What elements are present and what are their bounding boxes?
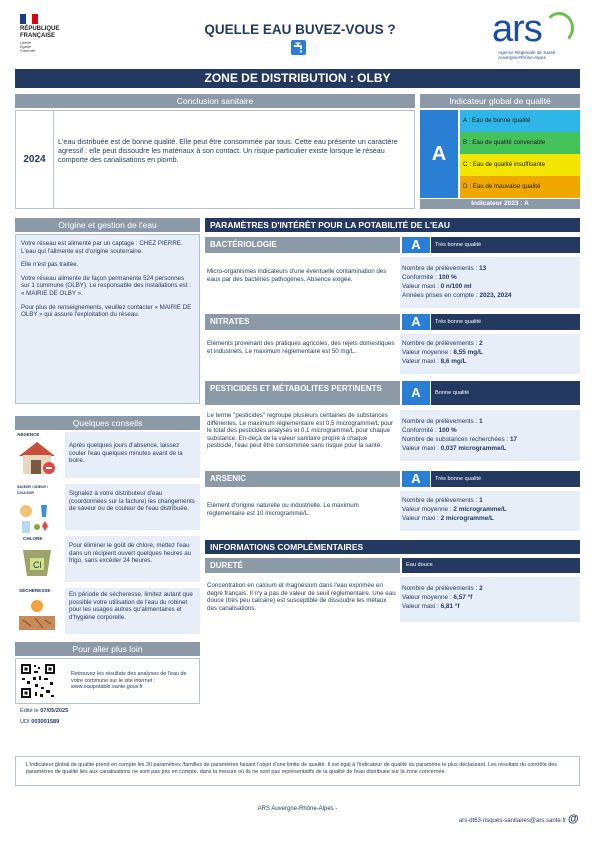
- stat-row: Valeur maxi : 0 n/100 ml: [402, 283, 472, 290]
- taste-icon: [15, 484, 62, 530]
- devise-liberte: Liberté: [20, 41, 31, 45]
- at-icon: @: [568, 813, 579, 825]
- origine-p2: Elle n'est pas traitée.: [21, 261, 79, 269]
- param-grade: A: [402, 314, 430, 330]
- conseil-absence: [15, 432, 200, 478]
- stat-row: Conformité : 100 %: [402, 274, 457, 281]
- origine-p1: Votre réseau est alimenté par un captage : CHEZ PIERRE. L'eau qui l'alimente est d'origine souterraine.: [21, 240, 183, 255]
- param-quality: Très bonne qualité: [431, 314, 580, 330]
- param-quality: Très bonne qualité: [431, 471, 580, 487]
- legend-d: D : Eau de mauvaise qualité: [460, 176, 580, 198]
- param-description: Elément d'origine naturelle ou industrielle. Le maximum réglementaire est 10 microgramme/L.: [207, 502, 359, 517]
- param-quality: Très bonne qualité: [431, 237, 580, 253]
- devise-egalite: Égalité: [20, 45, 31, 50]
- footer-org: ARS Auvergne-Rhône-Alpes -: [257, 806, 338, 812]
- param-description: Le terme "pesticides" regroupe plusieurs centaines de substances différentes. Le maximum réglementaire est 0,5 microgramme/L pour le total des pesticides analysés et 0,1 microgramme/L pour chaque substance. En-deçà de la valeur sanitaire propre à chaque pesticide, l'eau peut être consommée sans risque pour la santé.: [207, 412, 394, 450]
- plus-loin-box: [15, 658, 200, 704]
- conclusion-text: L'eau distribuée est de bonne qualité. Elle peut être consommée par tous. Cette eau présente un caractère agressif : elle peut dissoudre les matériaux à son contact. Un risque particulier existe lorsque le réseau comporte des canalisations en plomb.: [58, 137, 398, 164]
- plus-loin-text: Retrouvez les résultats des analyses de l'eau de votre commune sur le site internet : www.eaupotable.sante.gouv.fr: [71, 671, 187, 691]
- edition-date: 07/05/2025: [40, 708, 69, 714]
- footnote-box: [15, 756, 580, 786]
- indicateur-grade: A: [420, 110, 458, 198]
- conseil-absence-tag: ABSENCE: [17, 432, 40, 437]
- conseil-chlore-tag: CHLORE: [23, 536, 43, 541]
- legend-a: A : Eau de bonne qualité: [460, 110, 580, 132]
- legend-b: B : Eau de qualité convenable: [460, 132, 580, 154]
- param-stats: [400, 491, 580, 531]
- param-bacteriologie: [205, 237, 580, 308]
- udi-label: UDI: [20, 719, 30, 725]
- param-name: PESTICIDES ET MÉTABOLITES PERTINENTS: [205, 381, 400, 405]
- conseil-chlore: [15, 536, 200, 582]
- stat-row: Valeur maxi : 8,6 mg/L: [402, 358, 467, 365]
- conseils-heading: Quelques conseils: [15, 416, 200, 430]
- stat-row: Valeur moyenne : 2 microgramme/L: [402, 506, 507, 513]
- indicateur-legend: [460, 110, 580, 198]
- chlore-icon: [15, 536, 62, 582]
- param-name: NITRATES: [205, 314, 400, 330]
- water-tap-icon: [291, 40, 306, 55]
- page-title: QUELLE EAU BUVEZ-VOUS ?: [204, 22, 396, 37]
- edition-line: [20, 708, 68, 714]
- stat-row: Valeur maxi : 0,037 microgramme/L: [402, 445, 507, 452]
- conclusion-heading: Conclusion sanitaire: [15, 94, 415, 108]
- stat-row: Nombre de prélèvements : 1: [402, 497, 483, 504]
- conseil-secheresse: [15, 588, 200, 634]
- durete-description: Concentration en calcium et magnésium dans l'eau exprimée en degré français. Il n'y a pas de valeur de seuil réglementaire. Une eau douce (très peu calcaire) est susceptible de dissoudre les métaux des canalisations.: [207, 582, 396, 612]
- param-stats: [400, 410, 580, 461]
- edition-label: Édité le: [20, 708, 39, 714]
- stat-row: Années prises en compte : 2023, 2024: [402, 292, 512, 299]
- qr-code-icon[interactable]: [20, 663, 56, 699]
- origine-p3: Votre réseau alimente de façon permanente 524 personnes sur 1 commune (OLBY). Le responsable des installations est : « MAIRIE DE OLBY ».: [21, 274, 191, 297]
- stat-row: Valeur maxi : 2 microgramme/L: [402, 515, 494, 522]
- legend-c: C : Eau de qualité insuffisante: [460, 154, 580, 176]
- ars-subtitle-1: Agence Régionale de Santé: [498, 50, 556, 55]
- param-pesticides: [205, 381, 580, 461]
- param-quality: Bonne qualité: [431, 381, 580, 405]
- ars-subtitle-2: Auvergne-Rhône-Alpes: [498, 55, 546, 60]
- param-grade: A: [402, 381, 430, 405]
- parametres-heading: PARAMÈTRES D'INTÉRÊT POUR LA POTABILITÉ DE L'EAU: [205, 218, 580, 232]
- durete-stats: [400, 577, 580, 622]
- zone-title: ZONE DE DISTRIBUTION : OLBY: [15, 69, 580, 88]
- param-durete: [205, 558, 580, 622]
- marianne-flag: [20, 14, 38, 24]
- conseil-saveur: [15, 484, 200, 530]
- param-description: Eléments provenant des pratiques agricoles, des rejets domestiques et industriels. Le maximum réglementaire est 50 mg/L.: [207, 340, 395, 355]
- ars-swoosh: [544, 12, 574, 44]
- param-stats: [400, 334, 580, 374]
- stat-row: Nombre de prélèvements : 2: [402, 340, 483, 347]
- indicateur-footer: Indicateur 2023 : A: [420, 199, 580, 209]
- param-description: Micro-organismes indicateurs d'une éventuelle contamination des eaux par des bactéries pathogènes. Absence exigée.: [207, 268, 387, 283]
- stat-row: Conformité : 100 %: [402, 427, 457, 434]
- svg-text:Cl: Cl: [33, 560, 42, 571]
- stat-row: Nombre de prélèvements : 2: [402, 585, 483, 592]
- stat-row: Nombre de substances recherchées : 17: [402, 436, 518, 443]
- stat-row: Valeur moyenne : 6,57 °f: [402, 594, 473, 601]
- ars-logo: [492, 8, 582, 64]
- param-stats: [400, 257, 580, 308]
- plus-loin-heading: Pour aller plus loin: [15, 642, 200, 656]
- durete-quality: Eau douce: [402, 558, 580, 573]
- conseil-saveur-text: Signalez à votre distributeur d'eau (coordonnées sur la facture) les changements de saveur ou de couleur de l'eau distribuée.: [65, 484, 200, 530]
- republique-logo: [20, 14, 70, 60]
- devise-fraternite: Fraternité: [20, 49, 36, 54]
- conclusion-box: [15, 110, 415, 209]
- param-grade: A: [402, 471, 430, 487]
- stat-row: Nombre de prélèvements : 13: [402, 265, 487, 272]
- ars-wordmark: ars: [492, 8, 542, 50]
- param-nitrates: [205, 314, 580, 374]
- indicateur-heading: Indicateur global de qualité: [420, 94, 580, 108]
- durete-name: DURETÉ: [205, 558, 400, 573]
- udi-code: 003001589: [31, 719, 60, 725]
- param-grade: A: [402, 237, 430, 253]
- origine-box: [15, 234, 200, 404]
- param-name: ARSENIC: [205, 471, 400, 487]
- conseil-secheresse-text: En période de sécheresse, limitez autant que possible votre utilisation de l'eau du robinet pour les usages autres qu'alimentaires et d'hygiène corporelle.: [65, 588, 200, 634]
- conseil-chlore-text: Pour éliminer le goût de chlore, mettez l'eau dans un récipient ouvert quelques heures au frigo, sans excéder 24 heures.: [65, 536, 200, 582]
- udi-line: [20, 719, 59, 725]
- conseil-absence-text: Après quelques jours d'absence, laissez couler l'eau quelques minutes avant de la boire.: [65, 432, 200, 478]
- infos-heading: INFORMATIONS COMPLÉMENTAIRES: [205, 540, 580, 554]
- conseil-secheresse-tag: SÉCHERESSE: [19, 588, 51, 593]
- conseil-saveur-tag: SAVEUR / ODEUR / COULEUR: [17, 485, 48, 496]
- footnote-text: L'indicateur global de qualité prend en compte les 30 paramètres /familles de paramètres faisant l'objet d'une limite de qualité. Il est égal à l'indicateur de qualité du paramètre le plus déclassant. Les résultats du contrôle des paramètres de qualité liés aux canalisations ne sont pas pris en compte, dans la mesure où ils ne sont pas représentatifs de la qualité de l'eau distribuée sur la zone concernée.: [26, 762, 557, 775]
- param-name: BACTÉRIOLOGIE: [205, 237, 400, 253]
- conclusion-year: 2024: [16, 111, 54, 208]
- footer-email[interactable]: ars-dt63-risques-sanitaires@ars.sante.fr: [458, 818, 566, 824]
- stat-row: Valeur moyenne : 8,55 mg/L: [402, 349, 483, 356]
- origine-heading: Origine et gestion de l'eau: [15, 218, 200, 232]
- origine-p4: Pour plus de renseignements, veuillez contacter « MAIRIE DE OLBY » qui assure l'exploitation du réseau.: [21, 303, 192, 319]
- republique-line1: RÉPUBLIQUE: [20, 26, 60, 32]
- house-icon: [15, 432, 62, 478]
- stat-row: Nombre de prélèvements : 1: [402, 418, 483, 425]
- republique-line2: FRANÇAISE: [20, 33, 56, 39]
- drought-icon: [15, 588, 62, 634]
- stat-row: Valeur maxi : 6,81 °f: [402, 603, 460, 610]
- param-arsenic: [205, 471, 580, 531]
